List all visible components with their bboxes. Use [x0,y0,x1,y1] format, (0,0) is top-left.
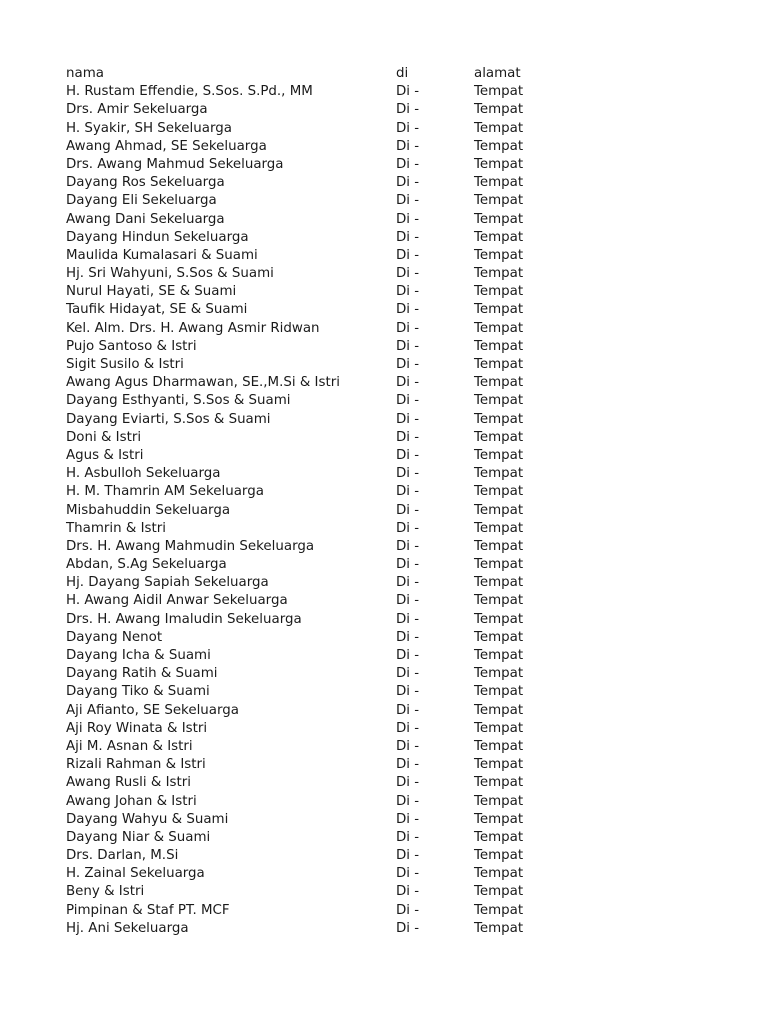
cell-nama: Drs. Amir Sekeluarga [66,102,208,118]
table-row [66,902,564,920]
cell-alamat: Tempat [474,175,524,191]
cell-di: Di - [396,211,420,227]
cell-nama: Rizali Rahman & Istri [66,757,206,773]
cell-di: Di - [396,757,420,773]
table-row [66,702,564,720]
cell-nama: Nurul Hayati, SE & Suami [66,284,237,300]
cell-nama: Aji Roy Winata & Istri [66,720,208,736]
cell-di: Di - [396,302,420,318]
cell-alamat: Tempat [474,156,524,172]
table-row [66,211,564,229]
cell-alamat: Tempat [474,648,524,663]
cell-nama: Maulida Kumalasari & Suami [66,247,258,263]
cell-nama: Hj. Sri Wahyuni, S.Sos & Suami [66,266,274,282]
cell-di: Di - [396,738,420,754]
cell-nama: Aji M. Asnan & Istri [66,738,193,754]
cell-alamat: Tempat [474,266,524,282]
cell-nama: Dayang Wahyu & Suami [66,811,229,827]
cell-nama: Awang Johan & Istri [66,793,197,809]
cell-nama: Dayang Hindun Sekeluarga [66,229,249,245]
cell-alamat: Tempat [474,447,524,463]
cell-di: Di - [396,393,420,409]
cell-di: Di - [396,320,420,336]
cell-nama: Sigit Susilo & Istri [66,357,184,372]
table-row [66,665,564,683]
cell-nama: Kel. Alm. Drs. H. Awang Asmir Ridwan [66,320,320,336]
cell-di: Di - [396,156,420,172]
cell-nama: Dayang Eviarti, S.Sos & Suami [66,411,271,427]
cell-di: Di - [396,793,420,809]
table-row [66,811,564,829]
cell-di: Di - [396,247,420,263]
cell-di: Di - [396,775,420,791]
cell-di: Di - [396,193,420,209]
cell-alamat: Tempat [474,866,524,882]
table-row [66,192,564,210]
table-row [66,683,564,701]
table-row [66,411,564,429]
table-row [66,538,564,556]
cell-di: Di - [396,447,420,463]
table-row [66,120,564,138]
cell-alamat: Tempat [474,429,524,445]
cell-nama: Drs. H. Awang Imaludin Sekeluarga [66,611,302,627]
cell-di: Di - [396,466,420,482]
cell-nama: Hj. Dayang Sapiah Sekeluarga [66,575,269,591]
cell-nama: Dayang Ratih & Suami [66,666,218,682]
cell-nama: Drs. H. Awang Mahmudin Sekeluarga [66,538,315,554]
cell-alamat: Tempat [474,138,524,154]
cell-di: Di - [396,920,420,936]
cell-di: Di - [396,375,420,391]
table-row [66,647,564,665]
table-row [66,247,564,265]
cell-alamat: Tempat [474,702,524,718]
table-row [66,574,564,592]
cell-nama: Taufik Hidayat, SE & Suami [66,302,248,318]
cell-alamat: Tempat [474,357,524,372]
cell-di: Di - [396,593,420,609]
table-row [66,320,564,338]
cell-di: Di - [396,702,420,718]
table-row [66,829,564,847]
cell-di: Di - [396,829,420,845]
cell-nama: Pimpinan & Staf PT. MCF [66,902,230,918]
table-row [66,356,564,374]
table-row [66,338,564,356]
cell-nama: Awang Agus Dharmawan, SE.,M.Si & Istri [66,375,340,391]
cell-di: Di - [396,611,420,627]
header-alamat: alamat [474,66,521,81]
cell-di: Di - [396,502,420,518]
table-row [66,883,564,901]
cell-di: Di - [396,429,420,445]
cell-nama: Thamrin & Istri [66,520,166,536]
table-row [66,447,564,465]
cell-di: Di - [396,884,420,900]
table-row [66,502,564,520]
table-body [66,83,564,938]
cell-alamat: Tempat [474,829,524,845]
table-row [66,229,564,247]
cell-nama: H. Rustam Effendie, S.Sos. S.Pd., MM [66,84,313,100]
cell-nama: Drs. Awang Mahmud Sekeluarga [66,156,284,172]
cell-alamat: Tempat [474,593,524,609]
header-di: di [396,66,409,81]
table-row [66,920,564,938]
cell-alamat: Tempat [474,775,524,791]
cell-di: Di - [396,84,420,100]
cell-nama: H. Syakir, SH Sekeluarga [66,120,232,136]
table-row [66,83,564,101]
cell-alamat: Tempat [474,284,524,300]
cell-alamat: Tempat [474,738,524,754]
cell-nama: Awang Rusli & Istri [66,775,191,791]
cell-nama: Dayang Niar & Suami [66,829,211,845]
table-row [66,847,564,865]
address-table [66,65,564,938]
cell-alamat: Tempat [474,84,524,100]
table-row [66,629,564,647]
cell-di: Di - [396,411,420,427]
table-row [66,611,564,629]
cell-nama: Pujo Santoso & Istri [66,338,197,354]
cell-alamat: Tempat [474,575,524,591]
cell-di: Di - [396,357,420,372]
cell-di: Di - [396,120,420,136]
cell-di: Di - [396,648,420,663]
cell-nama: Hj. Ani Sekeluarga [66,920,189,936]
cell-alamat: Tempat [474,848,524,864]
cell-alamat: Tempat [474,229,524,245]
cell-di: Di - [396,102,420,118]
cell-di: Di - [396,866,420,882]
cell-nama: Misbahuddin Sekeluarga [66,502,231,518]
cell-alamat: Tempat [474,375,524,391]
cell-di: Di - [396,811,420,827]
cell-di: Di - [396,520,420,536]
cell-di: Di - [396,575,420,591]
cell-alamat: Tempat [474,793,524,809]
cell-alamat: Tempat [474,211,524,227]
cell-alamat: Tempat [474,902,524,918]
cell-alamat: Tempat [474,338,524,354]
cell-alamat: Tempat [474,520,524,536]
cell-nama: H. Asbulloh Sekeluarga [66,466,221,482]
cell-alamat: Tempat [474,120,524,136]
table-row [66,556,564,574]
cell-alamat: Tempat [474,720,524,736]
cell-alamat: Tempat [474,320,524,336]
header-row [66,65,564,83]
table-row [66,392,564,410]
cell-nama: Aji Afianto, SE Sekeluarga [66,702,239,718]
cell-di: Di - [396,229,420,245]
cell-nama: H. M. Thamrin AM Sekeluarga [66,484,264,500]
cell-di: Di - [396,484,420,500]
table-row [66,793,564,811]
cell-di: Di - [396,266,420,282]
table-row [66,774,564,792]
cell-nama: Dayang Eli Sekeluarga [66,193,217,209]
cell-alamat: Tempat [474,466,524,482]
cell-nama: Doni & Istri [66,429,142,445]
cell-nama: Awang Ahmad, SE Sekeluarga [66,138,267,154]
cell-di: Di - [396,720,420,736]
cell-di: Di - [396,538,420,554]
cell-alamat: Tempat [474,684,524,700]
cell-nama: Awang Dani Sekeluarga [66,211,225,227]
cell-alamat: Tempat [474,193,524,209]
cell-di: Di - [396,557,420,573]
table-row [66,756,564,774]
cell-nama: Abdan, S.Ag Sekeluarga [66,557,227,573]
cell-nama: Agus & Istri [66,447,144,463]
cell-alamat: Tempat [474,611,524,627]
table-row [66,138,564,156]
table-row [66,720,564,738]
cell-alamat: Tempat [474,302,524,318]
table-row [66,429,564,447]
cell-alamat: Tempat [474,102,524,118]
table-row [66,265,564,283]
cell-nama: H. Zainal Sekeluarga [66,866,205,882]
cell-alamat: Tempat [474,884,524,900]
cell-nama: Drs. Darlan, M.Si [66,848,179,864]
table-row [66,156,564,174]
cell-di: Di - [396,284,420,300]
cell-di: Di - [396,138,420,154]
cell-alamat: Tempat [474,920,524,936]
cell-nama: Dayang Nenot [66,629,163,645]
cell-nama: Dayang Icha & Suami [66,648,211,663]
table-row [66,865,564,883]
cell-alamat: Tempat [474,757,524,773]
table-row [66,592,564,610]
table-row [66,483,564,501]
table-row [66,174,564,192]
cell-alamat: Tempat [474,811,524,827]
cell-nama: Dayang Esthyanti, S.Sos & Suami [66,393,291,409]
cell-nama: Dayang Ros Sekeluarga [66,175,225,191]
table-row [66,283,564,301]
cell-alamat: Tempat [474,411,524,427]
cell-alamat: Tempat [474,538,524,554]
cell-nama: Beny & Istri [66,884,145,900]
table-row [66,101,564,119]
table-row [66,520,564,538]
cell-alamat: Tempat [474,557,524,573]
table-row [66,738,564,756]
cell-alamat: Tempat [474,247,524,263]
cell-di: Di - [396,902,420,918]
table-row [66,465,564,483]
table-row [66,301,564,319]
cell-nama: Dayang Tiko & Suami [66,684,210,700]
cell-di: Di - [396,666,420,682]
cell-di: Di - [396,175,420,191]
cell-alamat: Tempat [474,502,524,518]
cell-di: Di - [396,684,420,700]
cell-alamat: Tempat [474,629,524,645]
cell-alamat: Tempat [474,666,524,682]
cell-di: Di - [396,338,420,354]
header-nama: nama [66,66,104,81]
cell-alamat: Tempat [474,393,524,409]
table-row [66,374,564,392]
cell-nama: H. Awang Aidil Anwar Sekeluarga [66,593,288,609]
cell-alamat: Tempat [474,484,524,500]
cell-di: Di - [396,848,420,864]
cell-di: Di - [396,629,420,645]
